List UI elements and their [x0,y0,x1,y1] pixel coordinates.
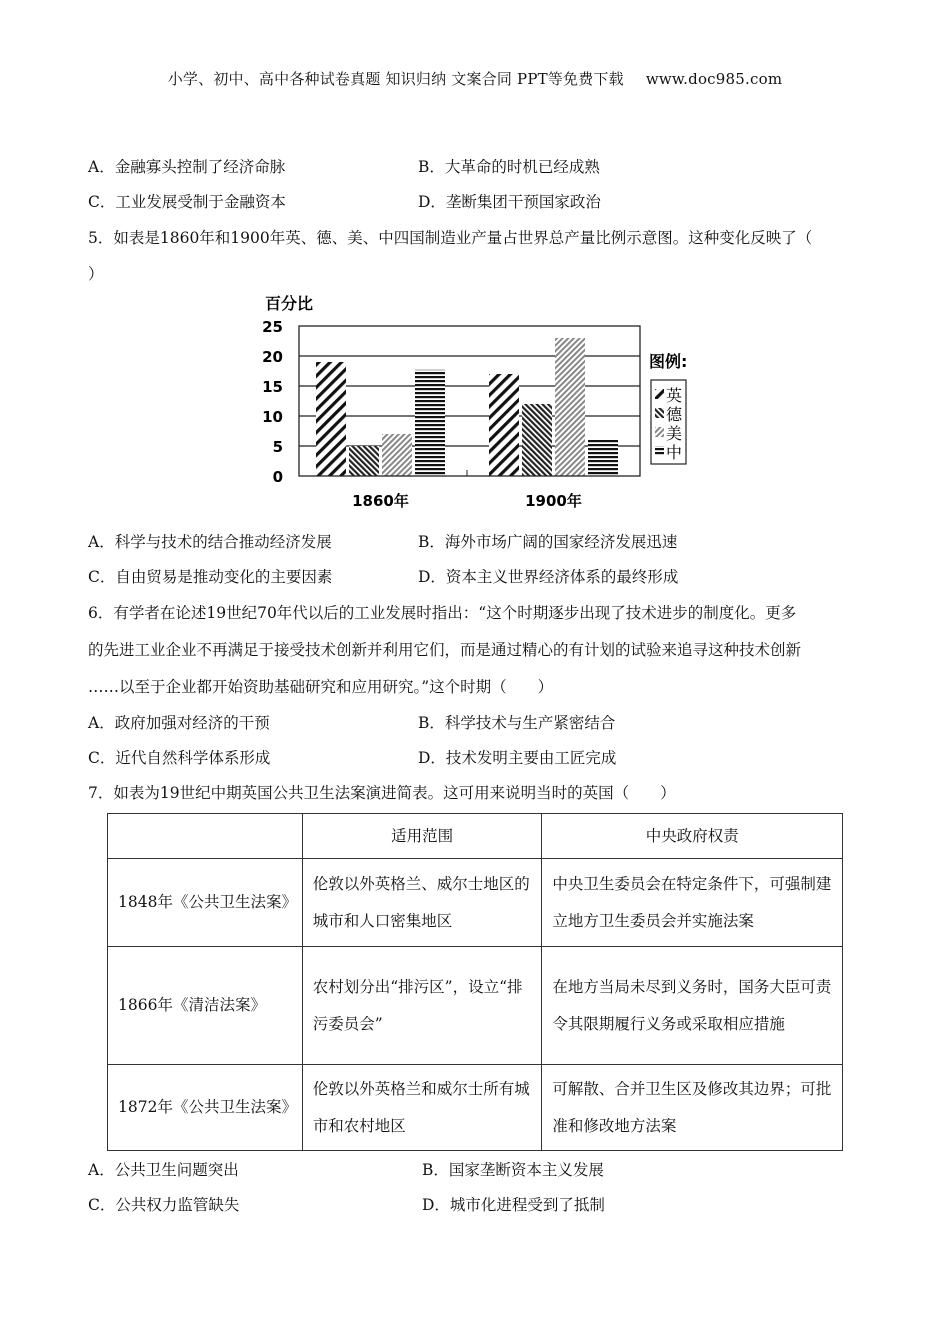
q7-option-c[interactable]: C．公共权力监管缺失 [88,1196,240,1214]
q6-stem-line3: ……以至于企业都开始资助基础研究和应用研究。”这个时期（ ） [88,678,554,696]
q5-bar-chart [255,288,705,518]
y-tick-label: 0 [272,468,283,486]
q5-stem-line1: 5．如表是1860年和1900年英、德、美、中四国制造业产量占世界总产量比例示意图。这种变化反映了（ [88,229,813,247]
x-tick-label: 1900年 [525,492,582,510]
page-header [0,68,950,89]
table-header-cell [108,814,303,859]
q6-option-c[interactable]: C．近代自然科学体系形成 [88,749,271,767]
q7-option-d[interactable]: D．城市化进程受到了抵制 [422,1196,605,1214]
legend-label: 德 [666,405,683,424]
table-header-cell: 适用范围 [302,814,542,859]
q5-option-b[interactable]: B．海外市场广阔的国家经济发展迅速 [418,533,678,551]
y-tick-label: 5 [272,438,283,456]
table-header-cell: 中央政府权责 [542,814,843,859]
table-header-row [108,814,843,859]
q5-option-c[interactable]: C．自由贸易是推动变化的主要因素 [88,568,333,586]
table-cell: 伦敦以外英格兰和威尔士所有城市和农村地区 [302,1065,542,1151]
legend-title: 图例: [649,352,688,371]
table-cell: 中央卫生委员会在特定条件下，可强制建立地方卫生委员会并实施法案 [542,859,843,947]
table-row [108,859,843,947]
q4-option-c[interactable]: C．工业发展受制于金融资本 [88,193,286,211]
x-tick-labels [352,492,582,510]
x-tick-label: 1860年 [352,492,409,510]
y-tick-label: 20 [262,348,283,366]
legend-label: 美 [666,424,683,443]
table-row [108,947,843,1065]
table-cell: 农村划分出“排污区”，设立“排污委员会” [302,947,542,1065]
legend-swatch [655,427,664,437]
bar-英-1860年 [316,362,346,476]
q4-option-b[interactable]: B．大革命的时机已经成熟 [418,158,600,176]
bar-德-1900年 [522,404,552,476]
bar-德-1860年 [349,446,379,476]
table-cell: 1872年《公共卫生法案》 [108,1065,303,1151]
table-cell: 1866年《清洁法案》 [108,947,303,1065]
table-cell: 1848年《公共卫生法案》 [108,859,303,947]
q6-stem-line1: 6．有学者在论述19世纪70年代以后的工业发展时指出：“这个时期逐步出现了技术进步的制度化。更多 [88,604,797,622]
q4-option-a[interactable]: A．金融寡头控制了经济命脉 [88,158,286,176]
y-tick-label: 10 [262,408,283,426]
q5-option-d[interactable]: D．资本主义世界经济体系的最终形成 [418,568,679,586]
q6-option-b[interactable]: B．科学技术与生产紧密结合 [418,714,616,732]
q6-option-a[interactable]: A．政府加强对经济的干预 [88,714,270,732]
q7-law-table [107,813,843,1151]
q5-stem-line2: ） [88,265,104,283]
q7-stem: 7．如表为19世纪中期英国公共卫生法案演进简表。这可用来说明当时的英国（ ） [88,784,676,802]
legend-swatch [655,389,664,399]
bar-中-1900年 [588,440,618,476]
table-cell: 在地方当局未尽到义务时，国务大臣可责令其限期履行义务或采取相应措施 [542,947,843,1065]
y-tick-label: 15 [262,378,283,396]
q4-option-d[interactable]: D．垄断集团干预国家政治 [418,193,601,211]
q7-option-b[interactable]: B．国家垄断资本主义发展 [422,1161,604,1179]
table-cell: 可解散、合并卫生区及修改其边界；可批准和修改地方法案 [542,1065,843,1151]
bars [316,338,618,476]
table-row [108,1065,843,1151]
table-cell: 伦敦以外英格兰、威尔士地区的城市和人口密集地区 [302,859,542,947]
header-text: 小学、初中、高中各种试卷真题 知识归纳 文案合同 PPT等免费下载 [167,70,624,88]
bar-美-1900年 [555,338,585,476]
q7-option-a[interactable]: A．公共卫生问题突出 [88,1161,239,1179]
bar-美-1860年 [382,434,412,476]
y-tick-label: 25 [262,318,283,336]
bar-英-1900年 [489,374,519,476]
gridlines [299,356,640,446]
header-url[interactable]: www.doc985.com [645,70,783,88]
legend-swatch [655,446,664,456]
legend-swatch [655,408,664,418]
q6-stem-line2: 的先进工业企业不再满足于接受技术创新并利用它们，而是通过精心的有计划的试验来追寻这种技术创新 [88,641,802,659]
legend-label: 中 [666,443,683,462]
legend-label: 英 [666,386,683,405]
q5-option-a[interactable]: A．科学与技术的结合推动经济发展 [88,533,332,551]
q6-option-d[interactable]: D．技术发明主要由工匠完成 [418,749,617,767]
y-tick-labels [262,318,283,486]
y-axis-label: 百分比 [265,294,314,313]
bar-中-1860年 [415,370,445,476]
